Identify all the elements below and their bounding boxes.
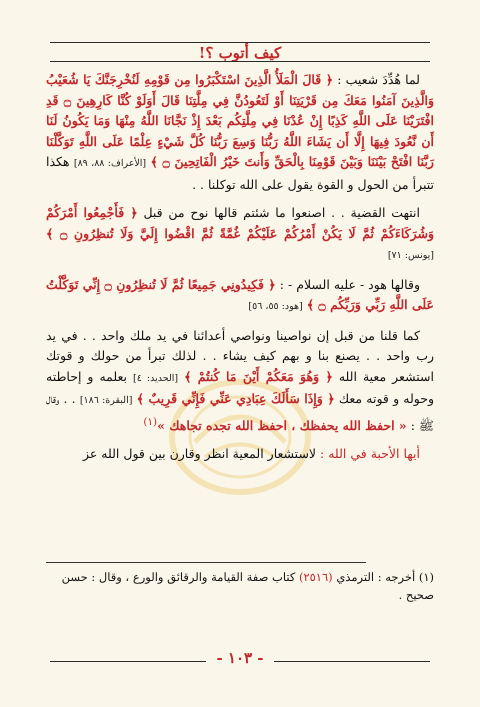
quran-verse: ﴿ قَالَ الْمَلَأُ الَّذِينَ اسْتَكْبَرُوا مِن قَوْمِهِ لَنُخْرِجَنَّكَ يَا شُعَيْبُ وَالَّذِينَ آمَنُوا مَعَكَ مِن قَرْيَتِنَا أَوْ لَتَعُودُنَّ فِي مِلَّتِنَا قَالَ أَوَلَوْ كُنَّا كَارِهِينَ ۝ قَدِ افْتَرَيْنَا عَلَى اللَّهِ كَذِبًا إِنْ عُدْنَا فِي مِلَّتِكُم بَعْدَ إِذْ نَجَّانَا اللَّهُ مِنْهَا وَمَا يَكُونُ لَنَا أَن نَّعُودَ فِيهَا إِلَّا أَن يَشَاءَ اللَّهُ رَبُّنَا وَسِعَ رَبُّنَا كُلَّ شَيْءٍ عِلْمًا عَلَى اللَّهِ تَوَكَّلْنَا رَبَّنَا افْتَحْ بَيْنَنَا وَبَيْنَ قَوْمِنَا بِالْحَقِّ وَأَنتَ خَيْرُ الْفَاتِحِينَ ۝ ﴾ <box>46 72 435 169</box>
paragraph-text: كما قلنا من قبل إن نواصينا ونواصي أعدائنا في يد ملك واحد . . في يد رب واحد . . يصنع بنا و بهم كيف يشاء . . لذلك تبرأ من حولك و قوتك استشعر معية الله <box>46 327 434 384</box>
quran-verse: ﴿ وَهُوَ مَعَكُمْ أَيْنَ مَا كُنتُمْ ﴾ <box>184 368 333 384</box>
paragraph-text: بعلمه و إحاطته وحوله و قوته معك <box>46 368 435 406</box>
footnote-text: أخرجه : الترمذي <box>336 570 416 584</box>
footnote-marker[interactable]: (١) <box>143 415 158 428</box>
page-number-label: - ١٠٣ - <box>206 649 273 667</box>
paragraph-maiyyah <box>46 326 434 437</box>
verse-reference: [يونس: ٧١] <box>387 250 434 261</box>
quran-verse: ﴿ وَإِذَا سَأَلَكَ عِبَادِي عَنِّي فَإِنِّي قَرِيبٌ ﴾ <box>136 391 335 406</box>
paragraph-hud <box>46 275 434 318</box>
page-number <box>0 649 480 667</box>
paragraph-text: . . وقال ﷺ : <box>46 391 434 433</box>
footnote-hadith-number: (٢٥١٦) <box>298 570 333 584</box>
paragraph-intro: لما هُدِّدَ شعيب : <box>337 72 420 87</box>
paragraph-outro: هكذا تتبرأ من الحول و القوة يقول على الله توكلنا . . <box>46 154 434 192</box>
paragraph-intro: أيها الأحبة في الله : <box>320 446 420 462</box>
main-text <box>46 70 434 473</box>
verse-reference: [الأعراف: ٨٨، ٨٩] <box>73 158 147 169</box>
verse-reference: [البقرة: ١٨٦] <box>79 395 133 406</box>
hadith-quote: « احفظ الله يحفظك ، احفظ الله تجده تجاهك » <box>157 417 407 433</box>
footnote-marker: (١) <box>418 570 434 584</box>
paragraph-intro: وقالها هود - عليه السلام - : <box>279 276 421 292</box>
paragraph-shuaib <box>46 70 434 195</box>
paragraph-nuh <box>46 203 434 267</box>
page-header-title: كيف أتوب ؟! <box>198 44 282 62</box>
quran-verse: ﴿ فَكِيدُونِي جَمِيعًا ثُمَّ لَا تُنظِرُونِ ۝ إِنِّي تَوَكَّلْتُ عَلَى اللَّهِ رَبِّي وَرَبِّكُم ۝ ﴾ <box>46 276 434 312</box>
paragraph-text: لاستشعار المعية انظر وقارن بين قول الله عز <box>82 446 317 462</box>
footnote-text: كتاب صفة القيامة والرقائق والورع ، وقال : حسن صحيح . <box>61 570 434 602</box>
verse-reference: [الحديد: ٤] <box>133 372 179 384</box>
quran-verse: ﴿ فَأَجْمِعُوا أَمْرَكُمْ وَشُرَكَاءَكُمْ ثُمَّ لَا يَكُنْ أَمْرُكُمْ عَلَيْكُمْ غُمَّةً ثُمَّ اقْضُوا إِلَيَّ وَلَا تُنظِرُونِ ۝ ﴾ <box>46 205 434 241</box>
footnote <box>46 568 434 604</box>
footnote-divider <box>46 562 366 563</box>
verse-reference: [هود: ٥٥، ٥٦] <box>248 301 303 312</box>
header-top-rule <box>50 42 430 43</box>
header-bottom-rule <box>50 61 430 62</box>
paragraph-intro: انتهت القضية . . اصنعوا ما شئتم قالها نوح من قبل <box>143 205 420 220</box>
paragraph-closing <box>46 444 434 465</box>
